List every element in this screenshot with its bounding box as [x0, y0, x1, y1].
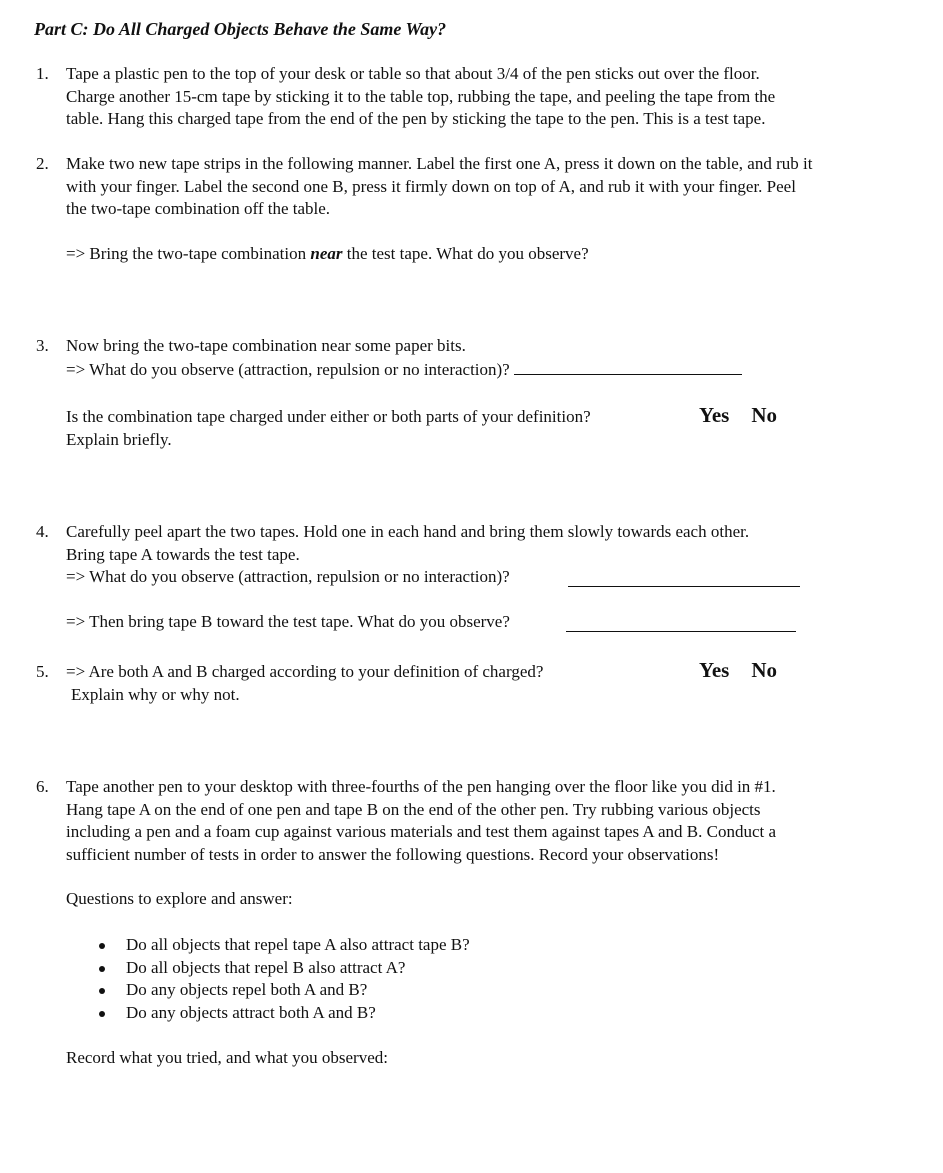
- text-line: with your finger. Label the second one B, press it firmly down on top of A, and rub it with your finger. Peel: [66, 176, 796, 196]
- item-text: [66, 776, 896, 866]
- text-line: Explain briefly.: [66, 429, 172, 449]
- observation-prompt: [66, 243, 896, 266]
- no-option[interactable]: No: [751, 658, 778, 682]
- text-line: Tape a plastic pen to the top of your desk or table so that about 3/4 of the pen sticks out over the floor.: [66, 64, 760, 83]
- item-text: [66, 63, 896, 131]
- item-number: 3.: [36, 336, 49, 355]
- text-line: Hang tape A on the end of one pen and tape B on the end of the other pen. Try rubbing various objects: [66, 799, 761, 819]
- question-list: [96, 934, 470, 1024]
- prompt-text: the test tape. What do you observe?: [342, 244, 589, 263]
- list-item: Do any objects repel both A and B?: [96, 979, 470, 1002]
- text-line: Charge another 15-cm tape by sticking it to the table top, rubbing the tape, and peeling the tape from the: [66, 86, 776, 106]
- text-line: => What do you observe (attraction, repulsion or no interaction)?: [66, 567, 510, 586]
- item-text: [66, 153, 896, 221]
- text-line: table. Hang this charged tape from the end of the pen by sticking the tape to the pen. This is a test tape.: [66, 109, 766, 128]
- no-option[interactable]: No: [751, 403, 778, 427]
- text-line: Make two new tape strips in the following manner. Label the first one A, press it down on the table, and rub it: [66, 154, 813, 173]
- text-line: Tape another pen to your desktop with three-fourths of the pen hanging over the floor like you did in #1.: [66, 777, 776, 796]
- text-line: Carefully peel apart the two tapes. Hold one in each hand and bring them slowly towards each other.: [66, 522, 750, 541]
- yes-option[interactable]: Yes: [699, 658, 730, 682]
- item-number: 2.: [36, 154, 49, 173]
- page-title: Part C: Do All Charged Objects Behave the Same Way?: [34, 19, 447, 39]
- text-line: => Then bring tape B toward the test tape. What do you observe?: [66, 612, 510, 631]
- questions-intro: Questions to explore and answer:: [66, 889, 293, 908]
- text-line: Is the combination tape charged under either or both parts of your definition?: [66, 407, 591, 426]
- answer-blank[interactable]: [514, 358, 742, 375]
- text-line: sufficient number of tests in order to answer the following questions. Record your observations!: [66, 844, 720, 864]
- observation-question: => What do you observe (attraction, repulsion or no interaction)?: [66, 359, 510, 379]
- item-number: 6.: [36, 777, 49, 796]
- item-number: 1.: [36, 64, 49, 83]
- yes-option[interactable]: Yes: [699, 403, 730, 427]
- item-number: 5.: [36, 662, 49, 681]
- prompt-emphasis: near: [310, 244, 343, 263]
- text-line: including a pen and a foam cup against various materials and test them against tapes A and B. Conduct a: [66, 822, 777, 841]
- item-text: [66, 335, 896, 381]
- list-item: Do any objects attract both A and B?: [96, 1002, 470, 1025]
- yes-no-choice: [699, 659, 777, 682]
- text-line: => Are both A and B charged according to your definition of charged?: [66, 662, 544, 681]
- answer-blank[interactable]: [568, 570, 800, 587]
- item-number: 4.: [36, 522, 49, 541]
- list-item: Do all objects that repel tape A also attract tape B?: [96, 934, 470, 957]
- yes-no-choice: [699, 404, 777, 427]
- record-prompt: Record what you tried, and what you observed:: [66, 1048, 388, 1067]
- text-line: Bring tape A towards the test tape.: [66, 544, 300, 564]
- text-line: Explain why or why not.: [71, 684, 240, 704]
- text-line: Now bring the two-tape combination near some paper bits.: [66, 336, 466, 355]
- list-item: Do all objects that repel B also attract A?: [96, 957, 470, 980]
- text-line: the two-tape combination off the table.: [66, 199, 331, 218]
- answer-blank[interactable]: [566, 615, 796, 632]
- prompt-text: => Bring the two-tape combination: [66, 244, 311, 263]
